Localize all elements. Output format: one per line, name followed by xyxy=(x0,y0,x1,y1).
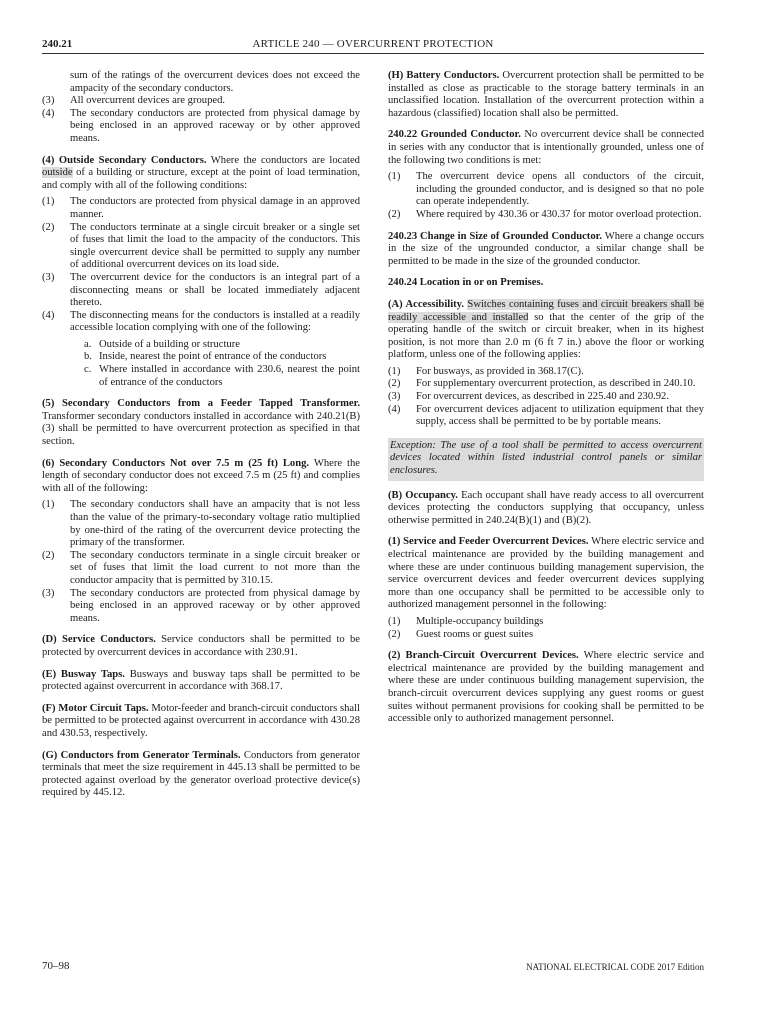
section-heading: (D) Service Conductors. xyxy=(42,634,156,646)
list-marker: (2) xyxy=(42,221,55,233)
section-heading: (4) Outside Secondary Conductors. xyxy=(42,154,207,166)
exception-note: Exception: The use of a tool shall be permitted to access overcurrent devices located within listed industrial control panels or similar enclosures. xyxy=(388,438,704,481)
section-240-23-change-in-size xyxy=(388,231,704,269)
section-heading: 240.23 Change in Size of Grounded Conductor. xyxy=(388,230,603,242)
sublist-item-text: Where installed in accordance with 230.6, nearest the point of entrance of the conductors xyxy=(99,364,360,388)
list-item xyxy=(388,391,704,404)
section-busway-taps xyxy=(42,669,360,694)
section-heading: (B) Occupancy. xyxy=(388,489,458,501)
section-heading: (H) Battery Conductors. xyxy=(388,70,500,81)
section-heading: (2) Branch-Circuit Overcurrent Devices. xyxy=(388,650,579,662)
list-item xyxy=(388,404,704,429)
list-item-text: For overcurrent devices, as described in 225.40 and 230.92. xyxy=(416,391,670,403)
list-marker: (2) xyxy=(388,378,401,390)
section-branch-circuit-devices xyxy=(388,650,704,726)
section-feeder-tapped-transformer xyxy=(42,398,360,448)
section-secondary-not-over-7-5m xyxy=(42,458,360,496)
section-text: so that the center of the grip of the operating handle of the switch or circuit breaker, when in its highest position, is not more than 2.0 m (6 ft 7 in.) above the floor or working platform, unless one of the following applies: xyxy=(388,311,704,361)
section-heading: (6) Secondary Conductors Not over 7.5 m (25 ft) Long. xyxy=(42,457,310,469)
list-item xyxy=(388,171,704,209)
list-item-text: For supplementary overcurrent protection, as described in 240.10. xyxy=(416,378,696,390)
section-battery-conductors xyxy=(388,70,704,120)
list-item xyxy=(388,616,704,629)
list-item xyxy=(388,629,704,642)
list-item-text: All overcurrent devices are grouped. xyxy=(70,95,226,107)
section-accessibility xyxy=(388,299,704,362)
list-item xyxy=(388,366,704,379)
list-marker: (1) xyxy=(42,499,55,511)
list-marker: (1) xyxy=(388,365,401,377)
section-text: No overcurrent device shall be connected in series with any conductor that is intentionally grounded, unless one of the following two conditions is met: xyxy=(388,129,704,166)
page-footer xyxy=(42,960,704,974)
section-240-24-heading xyxy=(388,277,704,290)
section-text: Where the conductors are located xyxy=(206,154,360,166)
header-article-title: ARTICLE 240 — OVERCURRENT PROTECTION xyxy=(252,38,494,50)
left-column xyxy=(42,70,360,800)
section-service-feeder-devices xyxy=(388,536,704,612)
list-item xyxy=(42,196,360,221)
list-item xyxy=(42,222,360,272)
section-text: Overcurrent protection shall be permitted to be installed as close as practicable to the storage battery terminals in an unclassified location. Installation of the overcurrent protection within a hazardous (classified) location shall also be permitted. xyxy=(388,70,704,119)
list-marker: (1) xyxy=(388,171,401,183)
sublist-item xyxy=(84,339,360,352)
list-item-text: Multiple-occupancy buildings xyxy=(416,615,544,627)
list-item-text: The conductors are protected from physical damage in an approved manner. xyxy=(70,196,360,220)
section-heading: (F) Motor Circuit Taps. xyxy=(42,702,149,714)
list-item xyxy=(42,550,360,588)
page-number: 70–98 xyxy=(42,960,70,972)
section-heading: 240.22 Grounded Conductor. xyxy=(388,129,521,141)
continued-paragraph: sum of the ratings of the overcurrent devices does not exceed the ampacity of the secondary conductors. xyxy=(70,70,360,94)
code-edition-title: NATIONAL ELECTRICAL CODE 2017 Edition xyxy=(526,962,704,972)
section-text: Conductors from generator terminals that meet the size requirement in 445.13 shall be permitted to be protected against overload by the generator overload protective device(s) required by 445.12. xyxy=(42,749,360,799)
list-item xyxy=(42,588,360,626)
header-section-number: 240.21 xyxy=(42,38,73,50)
section-occupancy xyxy=(388,490,704,528)
section-service-conductors xyxy=(42,634,360,659)
list-marker: (1) xyxy=(388,615,401,627)
sublist-item xyxy=(84,351,360,364)
list-item-text: The disconnecting means for the conductors is installed at a readily accessible location complying with one of the following: xyxy=(70,309,360,334)
list-item xyxy=(42,95,360,108)
page-header xyxy=(42,38,704,54)
section-motor-circuit-taps xyxy=(42,703,360,741)
sublist-item-text: Outside of a building or structure xyxy=(99,338,240,350)
sublist-item-text: Inside, nearest the point of entrance of the conductors xyxy=(99,351,327,363)
list-marker: (2) xyxy=(388,208,401,220)
list-item-text: Guest rooms or guest suites xyxy=(416,628,534,640)
list-item-text: The conductors terminate at a single circuit breaker or a single set of fuses that limit the load to the ampacity of the conductors. This single overcurrent device shall be permitted to supply any number of additional overcurrent devices on its load side. xyxy=(70,221,360,271)
list-item-text: The secondary conductors are protected from physical damage by being enclosed in an approved raceway or by other approved means. xyxy=(70,587,360,624)
section-text: Busways and busway taps shall be permitted to be protected against overcurrent in accordance with 368.17. xyxy=(42,668,360,693)
section-text: Transformer secondary conductors installed in accordance with 240.21(B)(3) shall be permitted to have overcurrent protection as specified in that section. xyxy=(42,410,360,448)
section-text: Where electric service and electrical maintenance are provided by the building management and where these are under continuous building management supervision, the service overcurrent devices and feeder overcurrent devices supplying more than one occupancy shall be permitted to be accessible only to authorized management personnel in the following: xyxy=(388,536,705,611)
list-item-text: Where required by 430.36 or 430.37 for motor overload protection. xyxy=(416,208,702,220)
section-text: Service conductors shall be permitted to be protected by overcurrent devices in accordance with 230.91. xyxy=(42,634,360,658)
list-marker: (3) xyxy=(42,587,55,599)
location-sublist xyxy=(42,339,360,389)
section-heading: 240.24 Location in or on Premises. xyxy=(388,277,544,289)
sublist-marker: c. xyxy=(84,364,92,376)
list-item-text: The secondary conductors are protected from physical damage by being enclosed in an approved raceway or by other approved means. xyxy=(70,107,360,144)
list-item-text: The overcurrent device for the conductors is an integral part of a disconnecting means or shall be located immediately adjacent thereto. xyxy=(70,271,360,309)
list-item xyxy=(42,310,360,335)
section-text: Where electric service and electrical maintenance are provided by the building management and where these are under continuous building management supervision, the branch-circuit overcurrent devices supplying any guest rooms or guest suites without permanent provisions for cooking shall be permitted to be accessible only to authorized management personnel. xyxy=(388,650,704,725)
list-marker: (4) xyxy=(42,107,55,119)
list-item xyxy=(42,272,360,310)
section-heading: (5) Secondary Conductors from a Feeder Tapped Transformer. xyxy=(42,398,360,410)
section-text: of a building or structure, except at the point of load termination, and comply with all of the following conditions: xyxy=(42,167,360,191)
list-item-text: For overcurrent devices adjacent to utilization equipment that they supply, access shall be permitted to be by portable means. xyxy=(416,403,704,428)
section-outside-secondary-conductors xyxy=(42,155,360,193)
occupancy-list xyxy=(388,616,704,641)
grounded-conditions-list xyxy=(388,171,704,221)
list-item-text: The overcurrent device opens all conductors of the circuit, including the grounded conductor, and is designed so that no pole can operate independently. xyxy=(416,171,704,208)
list-item-text: The secondary conductors terminate in a single circuit breaker or set of fuses that limit the load current to not more than the conductor ampacity that is permitted by 310.15. xyxy=(70,549,360,586)
conditions-list xyxy=(42,196,360,335)
section-text: Motor-feeder and branch-circuit conductors shall be permitted to be protected against overcurrent in accordance with 430.28 and 430.53, respectively. xyxy=(42,702,360,739)
secondary-conditions-list xyxy=(42,499,360,625)
list-marker: (2) xyxy=(388,628,401,640)
list-item xyxy=(388,378,704,391)
continued-list xyxy=(42,95,360,145)
sublist-marker: a. xyxy=(84,338,92,350)
section-text: Each occupant shall have ready access to all overcurrent devices protecting the conductors supplying that occupancy, unless otherwise permitted in 240.24(B)(1) and (B)(2). xyxy=(388,489,705,526)
list-marker: (3) xyxy=(42,271,55,283)
section-text: Where the length of secondary conductor does not exceed 7.5 m (25 ft) and complies with all of the following: xyxy=(42,457,360,494)
section-heading: (G) Conductors from Generator Terminals. xyxy=(42,749,241,761)
highlighted-text: Switches containing fuses and circuit breakers shall be readily accessible and installed xyxy=(388,298,704,323)
section-heading: (E) Busway Taps. xyxy=(42,668,125,680)
list-marker: (4) xyxy=(388,403,401,415)
list-marker: (2) xyxy=(42,549,55,561)
list-marker: (3) xyxy=(42,95,55,107)
section-heading: (1) Service and Feeder Overcurrent Devices. xyxy=(388,536,589,548)
sublist-marker: b. xyxy=(84,351,92,363)
accessibility-exceptions-list xyxy=(388,366,704,429)
sublist-item xyxy=(84,364,360,389)
list-item-text: The secondary conductors shall have an ampacity that is not less than the value of the primary-to-secondary voltage ratio multiplied by one-third of the rating of the overcurrent device protecting the primary of the transformer. xyxy=(70,499,360,549)
list-marker: (3) xyxy=(388,391,401,403)
section-heading: (A) Accessibility. xyxy=(388,298,465,310)
list-item xyxy=(42,499,360,549)
list-item xyxy=(388,209,704,222)
list-marker: (4) xyxy=(42,309,55,321)
list-item xyxy=(42,108,360,146)
section-240-22-grounded-conductor xyxy=(388,129,704,167)
list-item-text: For busways, as provided in 368.17(C). xyxy=(416,365,584,377)
highlighted-text: outside xyxy=(42,167,73,179)
list-marker: (1) xyxy=(42,196,55,208)
section-generator-terminals xyxy=(42,750,360,800)
section-text: Where a change occurs in the size of the ungrounded conductor, a similar change shall be permitted to be made in the size of the grounded conductor. xyxy=(388,230,704,267)
right-column xyxy=(388,70,704,726)
